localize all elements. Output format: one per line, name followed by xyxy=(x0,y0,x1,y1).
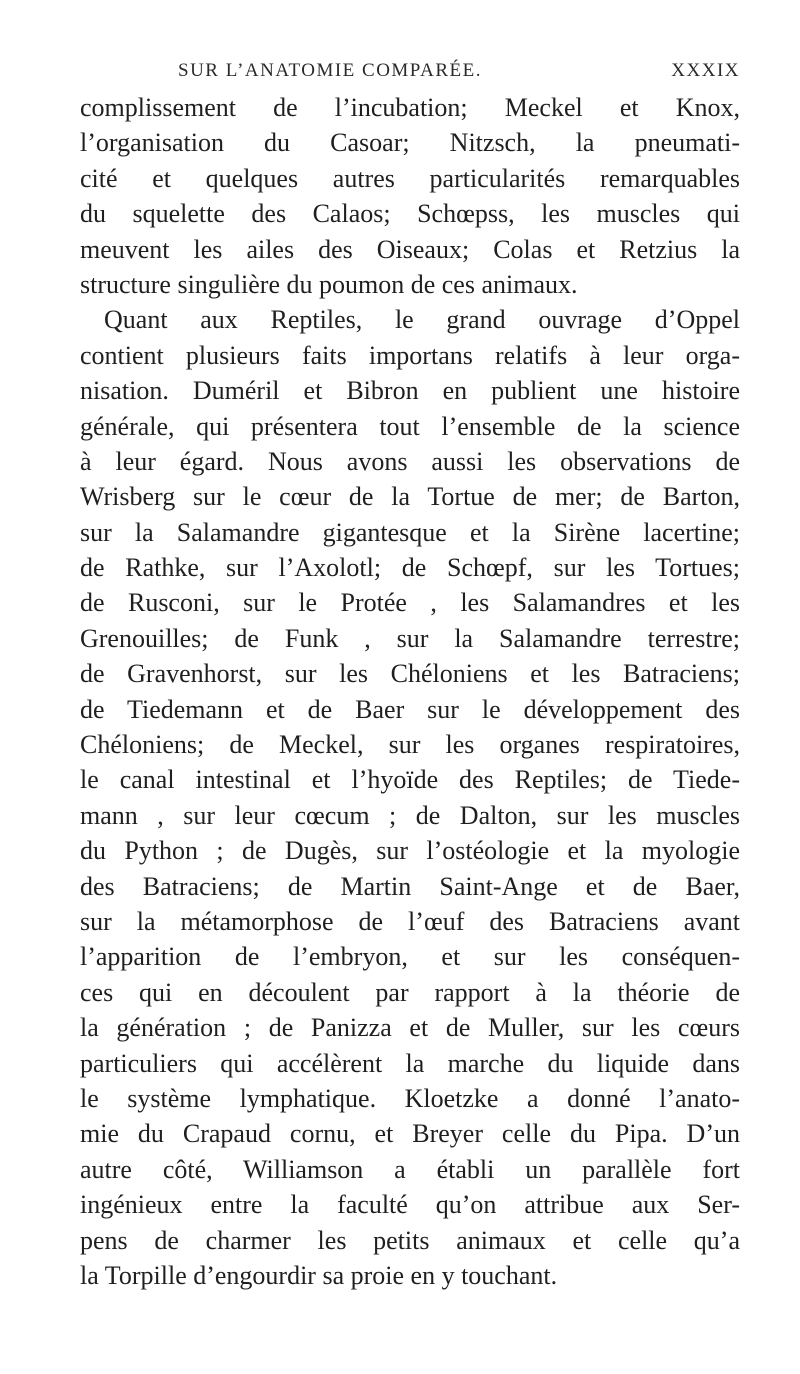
text-line: Wrisberg sur le cœur de la Tortue de mer; de Barton, xyxy=(80,482,740,512)
text-line: sur la Salamandre gigantesque et la Sirène lacertine; xyxy=(80,517,740,547)
text-line: pens de charmer les petits animaux et celle qu’a xyxy=(80,1225,740,1255)
text-line: de Tiedemann et de Baer sur le développement des xyxy=(80,694,740,724)
text-line: des Batraciens; de Martin Saint-Ange et de Baer, xyxy=(80,871,740,901)
text-line: l’apparition de l’embryon, et sur les conséquen- xyxy=(80,942,740,972)
running-head-title: SUR L’ANATOMIE COMPARÉE. xyxy=(178,60,482,81)
text-line: de Rusconi, sur le Protée , les Salamandres et les xyxy=(80,588,740,618)
running-head xyxy=(80,52,740,82)
text-line: de Rathke, sur l’Axolotl; de Schœpf, sur les Tortues; xyxy=(80,553,740,583)
text-line: la Torpille d’engourdir sa proie en y touchant. xyxy=(80,1260,558,1290)
text-line: la génération ; de Panizza et de Muller, sur les cœurs xyxy=(80,1013,740,1043)
text-line: générale, qui présentera tout l’ensemble de la science xyxy=(80,411,740,441)
text-line: particuliers qui accélèrent la marche du liquide dans xyxy=(80,1048,740,1078)
text-line: sur la métamorphose de l’œuf des Batraciens avant xyxy=(80,906,740,936)
text-line: mie du Crapaud cornu, et Breyer celle du Pipa. D’un xyxy=(80,1119,740,1149)
text-line: nisation. Duméril et Bibron en publient une histoire xyxy=(80,376,740,406)
text-line: du Python ; de Dugès, sur l’ostéologie et la myologie xyxy=(80,836,740,866)
text-line: structure singulière du poumon de ces animaux. xyxy=(80,269,578,299)
text-line: de Gravenhorst, sur les Chéloniens et les Batraciens; xyxy=(80,659,740,689)
text-line: autre côté, Williamson a établi un parallèle fort xyxy=(80,1154,740,1184)
text-line: Quant aux Reptiles, le grand ouvrage d’Oppel xyxy=(104,305,740,335)
page-number: XXXIX xyxy=(671,60,740,81)
text-line: l’organisation du Casoar; Nitzsch, la pneumati- xyxy=(80,128,740,158)
text-line: ces qui en découlent par rapport à la théorie de xyxy=(80,977,740,1007)
text-line: contient plusieurs faits importans relatifs à leur orga- xyxy=(80,340,740,370)
body-text xyxy=(80,90,740,1293)
text-line: à leur égard. Nous avons aussi les observations de xyxy=(80,446,740,476)
text-line: cité et quelques autres particularités remarquables xyxy=(80,163,740,193)
text-line: Grenouilles; de Funk , sur la Salamandre terrestre; xyxy=(80,623,740,653)
text-line: complissement de l’incubation; Meckel et Knox, xyxy=(80,93,740,122)
text-line: Chéloniens; de Meckel, sur les organes respiratoires, xyxy=(80,730,740,760)
text-line: ingénieux entre la faculté qu’on attribue aux Ser- xyxy=(80,1190,740,1220)
book-page xyxy=(80,52,740,1352)
text-line: le système lymphatique. Kloetzke a donné l’anato- xyxy=(80,1083,740,1113)
text-line: meuvent les ailes des Oiseaux; Colas et Retzius la xyxy=(80,234,740,264)
text-line: le canal intestinal et l’hyoïde des Reptiles; de Tiede- xyxy=(80,765,740,795)
text-line: du squelette des Calaos; Schœpss, les muscles qui xyxy=(80,199,740,229)
text-line: mann , sur leur cœcum ; de Dalton, sur les muscles xyxy=(80,800,740,830)
